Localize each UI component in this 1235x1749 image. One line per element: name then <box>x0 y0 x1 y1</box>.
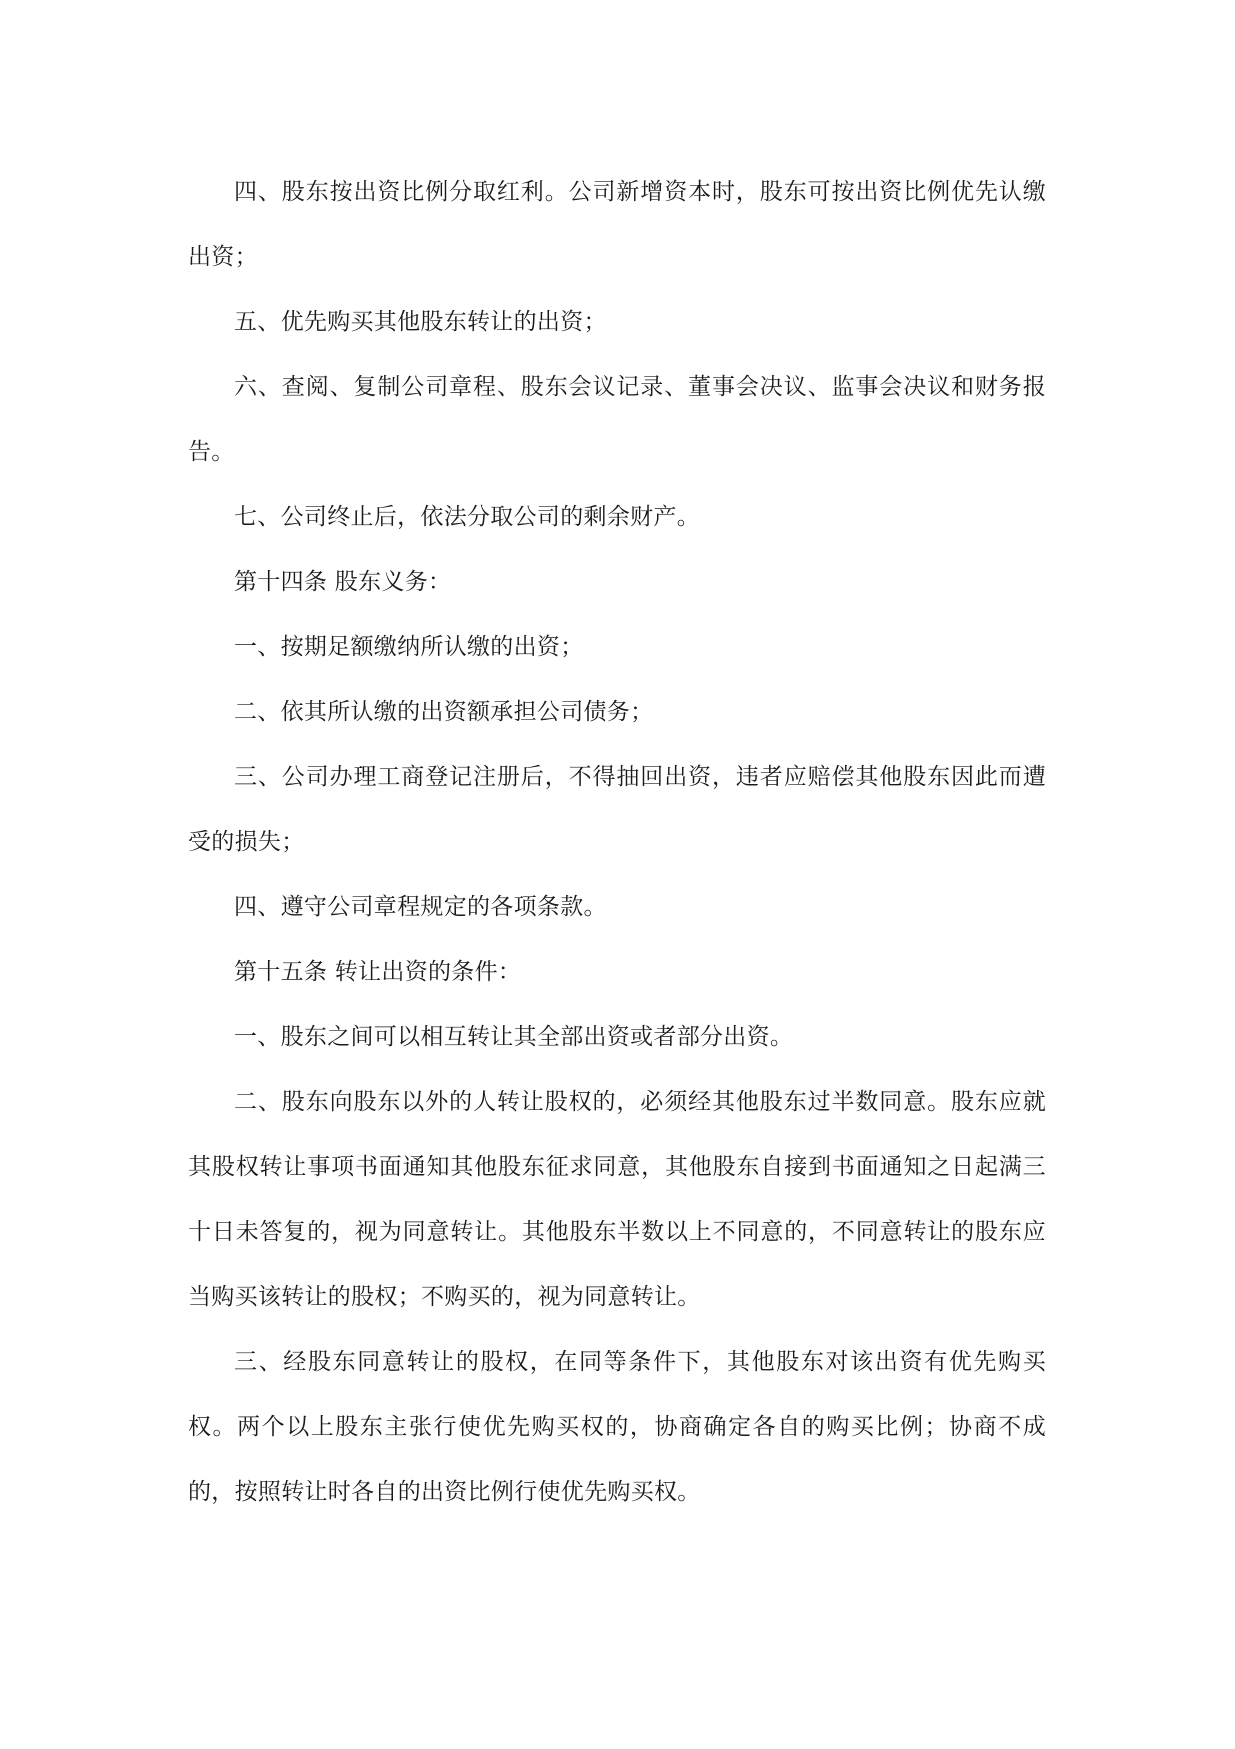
paragraph-obligation-1: 一、按期足额缴纳所认缴的出资； <box>234 634 584 660</box>
paragraph-shareholder-rights-7: 七、公司终止后，依法分取公司的剩余财产。 <box>234 504 700 530</box>
paragraph-transfer-1: 一、股东之间可以相互转让其全部出资或者部分出资。 <box>234 1024 794 1050</box>
paragraph-transfer-2: 二、股东向股东以外的人转让股权的，必须经其他股东过半数同意。股东应就其股权转让事项书面通知其他股东征求同意，其他股东自接到书面通知之日起满三十日未答复的，视为同意转让。其他股东半数以上不同意的，不同意转让的股东应当购买该转让的股权；不购买的，视为同意转让。 <box>188 1089 1046 1310</box>
article-15-heading: 第十五条 转让出资的条件： <box>234 959 522 985</box>
document-body <box>188 160 1046 1525</box>
paragraph-shareholder-rights-4: 四、股东按出资比例分取红利。公司新增资本时，股东可按出资比例优先认缴出资； <box>188 179 1046 270</box>
paragraph-obligation-3: 三、公司办理工商登记注册后，不得抽回出资，违者应赔偿其他股东因此而遭受的损失； <box>188 764 1046 855</box>
article-14-heading: 第十四条 股东义务： <box>234 569 452 595</box>
paragraph-obligation-4: 四、遵守公司章程规定的各项条款。 <box>234 894 607 920</box>
paragraph-shareholder-rights-6: 六、查阅、复制公司章程、股东会议记录、董事会决议、监事会决议和财务报告。 <box>188 374 1046 465</box>
paragraph-transfer-3: 三、经股东同意转让的股权，在同等条件下，其他股东对该出资有优先购买权。两个以上股东主张行使优先购买权的，协商确定各自的购买比例；协商不成的，按照转让时各自的出资比例行使优先购买权。 <box>188 1349 1046 1505</box>
paragraph-shareholder-rights-5: 五、优先购买其他股东转让的出资； <box>234 309 607 335</box>
paragraph-obligation-2: 二、依其所认缴的出资额承担公司债务； <box>234 699 654 725</box>
